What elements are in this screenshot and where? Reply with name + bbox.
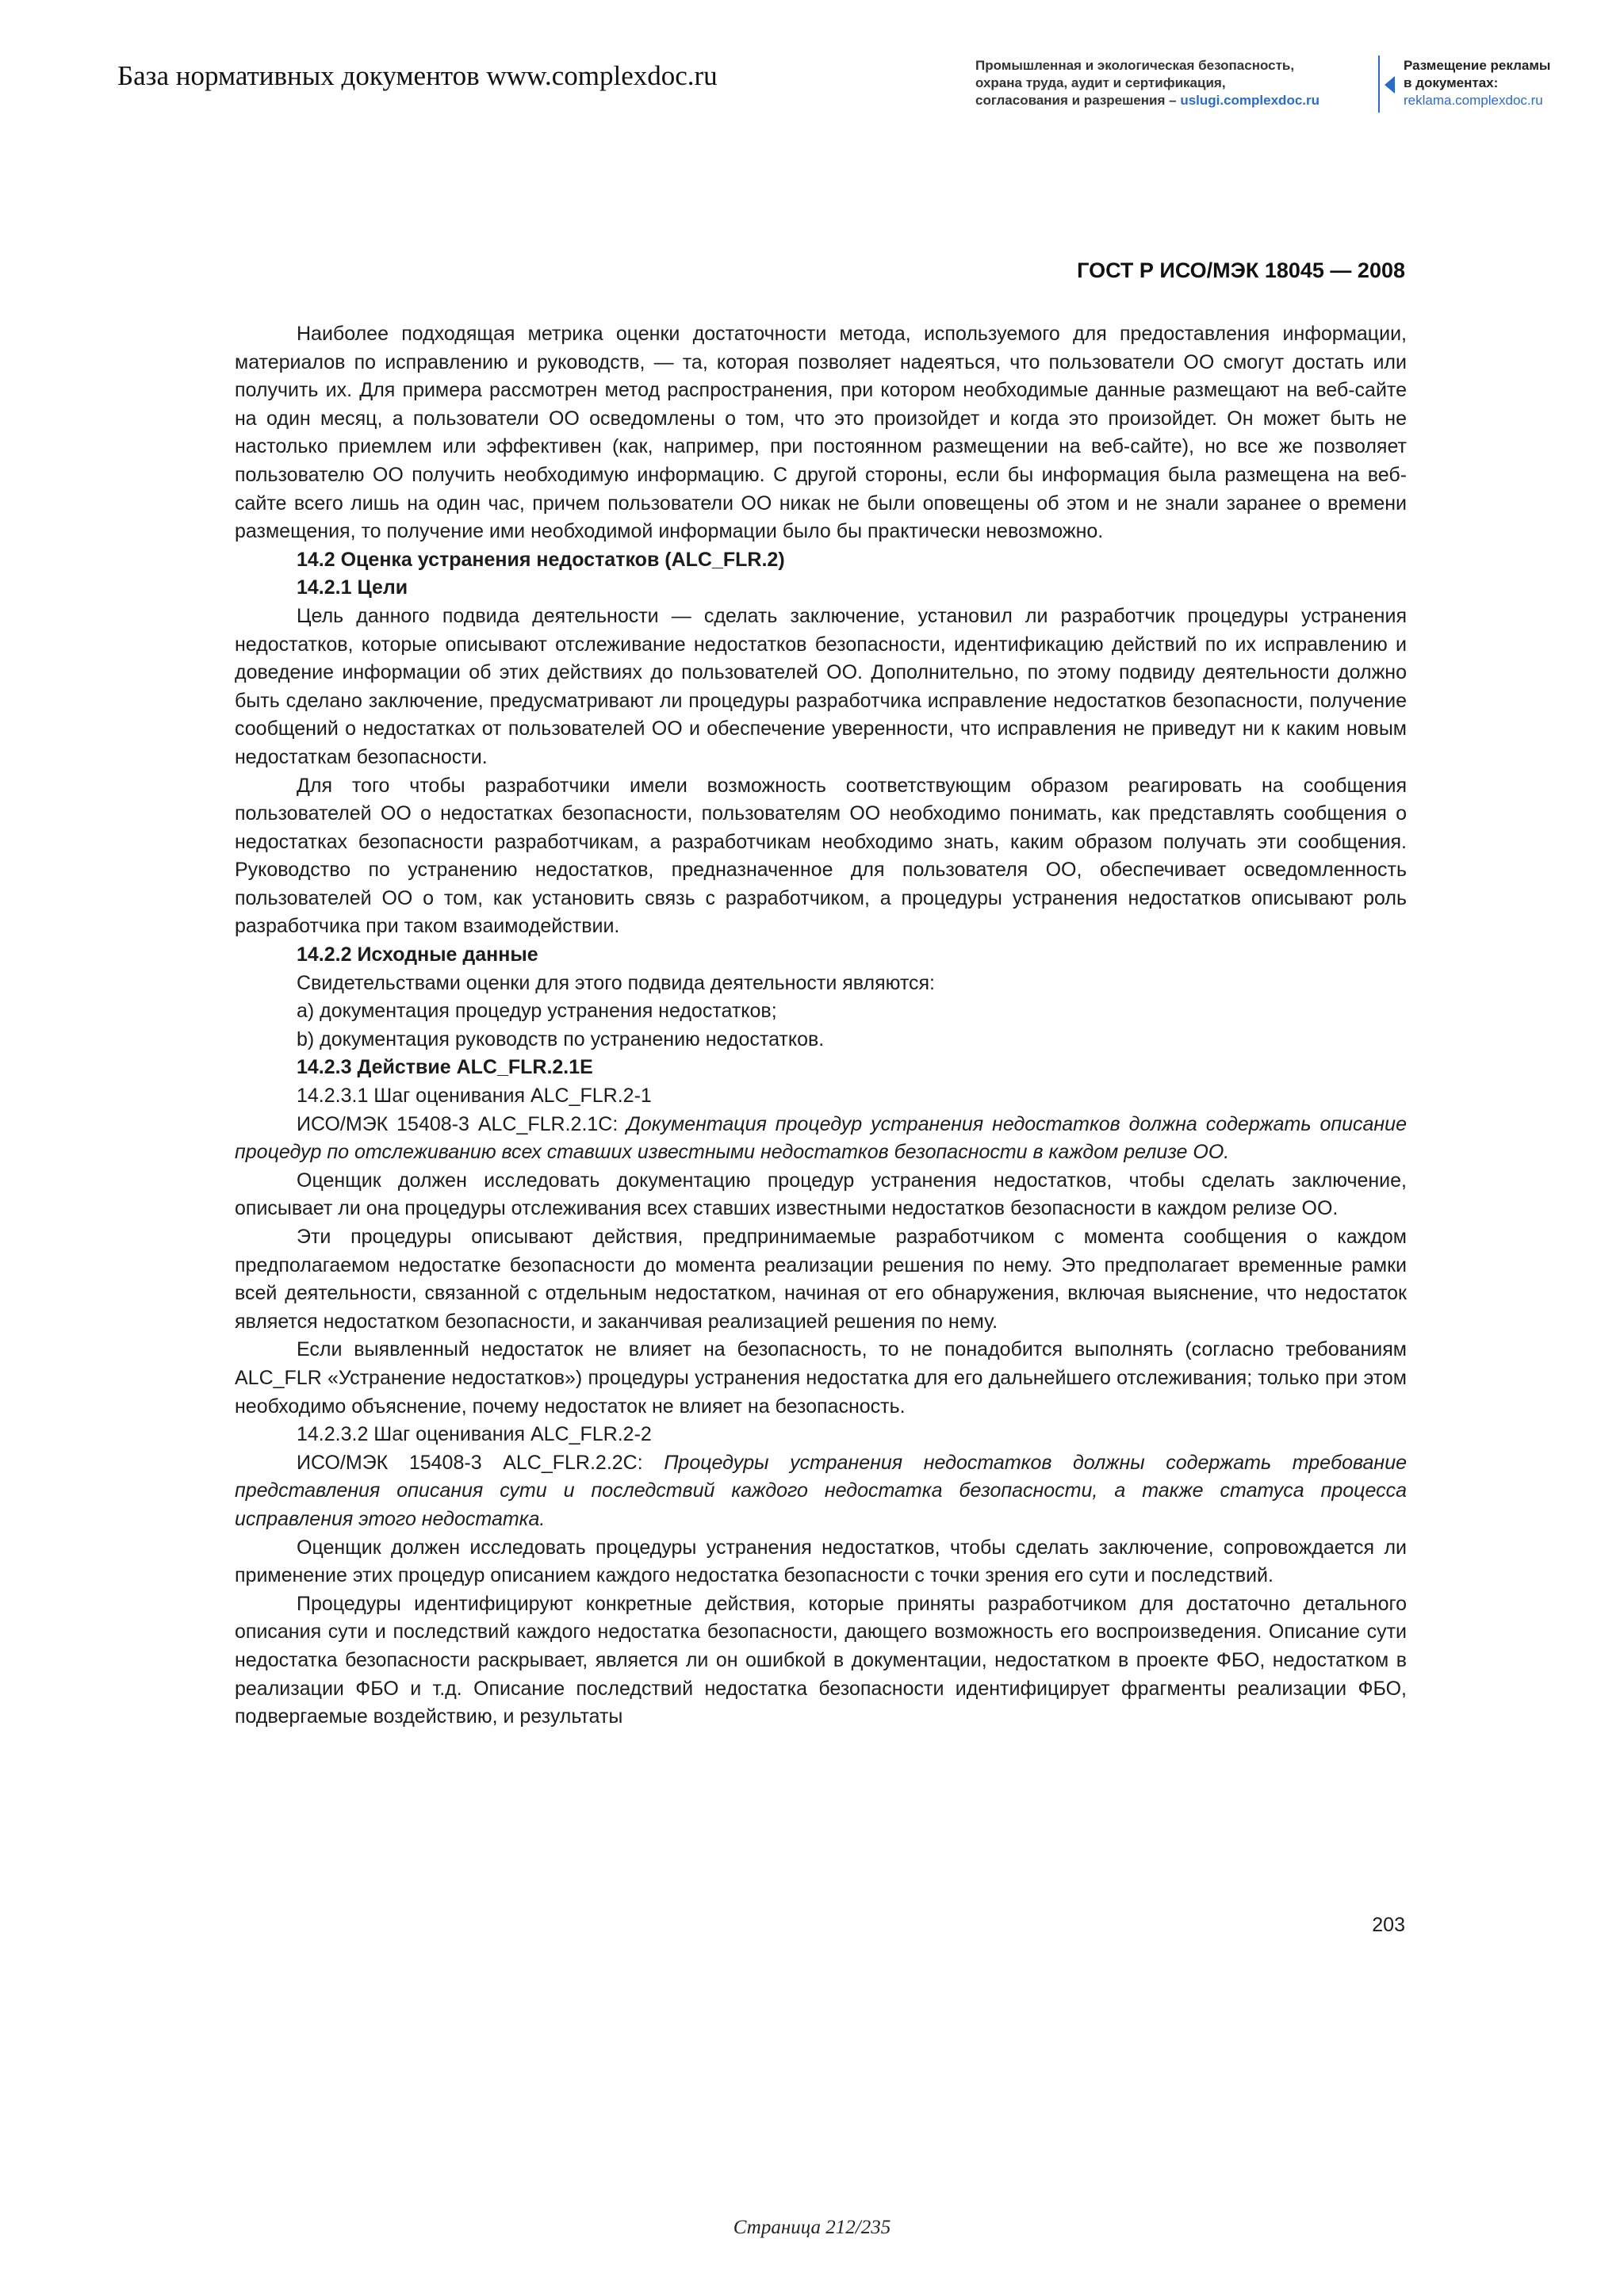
- subsection-heading: 14.2.2 Исходные данные: [297, 943, 538, 966]
- requirement-text: Процедуры устранения недостатков должны содержать требование представления описания сути и последствий каждого недостатка безопасности, а также статуса процесса исправления этого недостатка.: [235, 1451, 1407, 1530]
- paragraph: Процедуры идентифицируют конкретные действия, которые приняты разработчиком для достаточно детального описания сути и последствий каждого недостатка безопасности, дающего возможность его воспроизведения. Описание сути недостатка безопасности раскрывает, является ли он ошибкой в документации, недостатком в проекте ФБО, недостатком в реализации ФБО и т.д. Описание последствий недостатка безопасности идентифицирует фрагменты реализации ФБО, подвергаемые воздействию, и результаты: [235, 1592, 1407, 1728]
- requirement-paragraph: [235, 1449, 1407, 1534]
- page-footer: Страница 212/235: [733, 2217, 891, 2238]
- promo-services-line1: Промышленная и экологическая безопасность,: [975, 58, 1295, 73]
- subsection-heading: 14.2.1 Цели: [297, 576, 408, 599]
- promo-advertising: [1404, 57, 1602, 109]
- requirement-paragraph: [235, 1111, 1407, 1167]
- requirement-ref: ИСО/МЭК 15408-3 ALC_FLR.2.2C:: [297, 1451, 665, 1474]
- promo-services-line3: [975, 92, 1372, 109]
- paragraph: Эти процедуры описывают действия, предпринимаемые разработчиком с момента сообщения о каждом предполагаемом недостатке безопасности до момента реализации решения по нему. Это предполагает временные рамки всей деятельности, связанной с отдельным недостатком, начиная от его обнаружения, включая выяснение, что недостаток является недостатком безопасности, и заканчивая реализацией решения по нему.: [235, 1226, 1407, 1333]
- requirement-ref: ИСО/МЭК 15408-3 ALC_FLR.2.1C:: [297, 1112, 627, 1135]
- paragraph: Цель данного подвида деятельности — сделать заключение, установил ли разработчик процедуры устранения недостатков, которые описывают отслеживание недостатков безопасности, идентификацию действий по их исправлению и доведение информации об этих действиях до пользователей ОО. Дополнительно, по этому подвиду деятельности должно быть сделано заключение, предусматривают ли процедуры разработчика исправление недостатков безопасности, получение сообщений о недостатках от пользователей ОО и обеспечение уверенности, что исправления не приведут ни к каким новым недостаткам безопасности.: [235, 604, 1407, 768]
- step-heading: 14.2.3.1 Шаг оценивания ALC_FLR.2-1: [297, 1085, 652, 1108]
- list-item: b) документация руководств по устранению недостатков.: [297, 1027, 825, 1050]
- page-number: 203: [1372, 1914, 1405, 1936]
- promo-divider: [1378, 55, 1380, 113]
- paragraph: Если выявленный недостаток не влияет на безопасность, то не понадобится выполнять (согласно требованиям ALC_FLR «Устранение недостатков») процедуры устранения недостатка для его дальнейшего отслеживания; только при этом необходимо объяснение, почему недостаток не влияет на безопасность.: [235, 1338, 1407, 1418]
- promo-advertising-line1: Размещение рекламы: [1404, 58, 1551, 73]
- promo-services-line3-text: согласования и разрешения –: [975, 93, 1181, 108]
- paragraph: Свидетельствами оценки для этого подвида деятельности являются:: [297, 971, 935, 994]
- paragraph: Для того чтобы разработчики имели возможность соответствующим образом реагировать на сообщения пользователей ОО о недостатках безопасности, пользователям ОО необходимо понимать, как представлять сообщения о недостатках безопасности разработчикам, а разработчикам необходимо знать, каким образом получать эти сообщения. Руководство по устранению недостатков, предназначенное для пользователя ОО, обеспечивает осведомленность пользователей ОО о том, как установить связь с разработчиком, а процедуры устранения недостатков описывают роль разработчика при таком взаимодействии.: [235, 774, 1407, 938]
- promo-services-line2: охрана труда, аудит и сертификация,: [975, 75, 1226, 90]
- triangle-left-icon: [1385, 76, 1395, 94]
- reklama-link[interactable]: reklama.complexdoc.ru: [1404, 93, 1543, 108]
- subsection-heading: 14.2.3 Действие ALC_FLR.2.1E: [297, 1056, 593, 1079]
- site-title: База нормативных документов www.complexdoc.ru: [117, 60, 718, 91]
- section-heading: 14.2 Оценка устранения недостатков (ALC_FLR.2): [297, 548, 785, 571]
- uslugi-link[interactable]: uslugi.complexdoc.ru: [1180, 93, 1320, 108]
- step-heading: 14.2.3.2 Шаг оценивания ALC_FLR.2-2: [297, 1423, 652, 1446]
- promo-services: [975, 57, 1372, 109]
- paragraph: Оценщик должен исследовать документацию процедур устранения недостатков, чтобы сделать заключение, описывает ли она процедуры отслеживания всех ставших известными недостатков безопасности в каждом релизе ОО.: [235, 1169, 1407, 1220]
- document-body: [235, 320, 1407, 1732]
- paragraph: Оценщик должен исследовать процедуры устранения недостатков, чтобы сделать заключение, сопровождается ли применение этих процедур описанием каждого недостатка безопасности с точки зрения его сути и последствий.: [235, 1536, 1407, 1587]
- requirement-text: Документация процедур устранения недостатков должна содержать описание процедур по отслеживанию всех ставших известными недостатков безопасности в каждом релизе ОО.: [235, 1112, 1407, 1164]
- promo-advertising-line2: в документах:: [1404, 75, 1499, 90]
- paragraph: Наиболее подходящая метрика оценки достаточности метода, используемого для предоставления информации, материалов по исправлению и руководств, — та, которая позволяет надеяться, что пользователи ОО смогут достать или получить их. Для примера рассмотрен метод распространения, при котором необходимые данные размещают на веб-сайте на один месяц, а пользователи ОО осведомлены о том, что это произойдет и когда это произойдет. Он может быть не настолько приемлем или эффективен (как, например, при постоянном размещении на веб-сайте), но все же позволяет пользователю ОО получить необходимую информацию. С другой стороны, если бы информация была размещена на веб-сайте всего лишь на один час, причем пользователи ОО никак не были оповещены об этом и не знали заранее о времени размещения, то получение ими необходимой информации было бы практически невозможно.: [235, 323, 1407, 543]
- standard-id: ГОСТ Р ИСО/МЭК 18045 — 2008: [1077, 258, 1405, 282]
- list-item: a) документация процедур устранения недостатков;: [297, 1000, 777, 1023]
